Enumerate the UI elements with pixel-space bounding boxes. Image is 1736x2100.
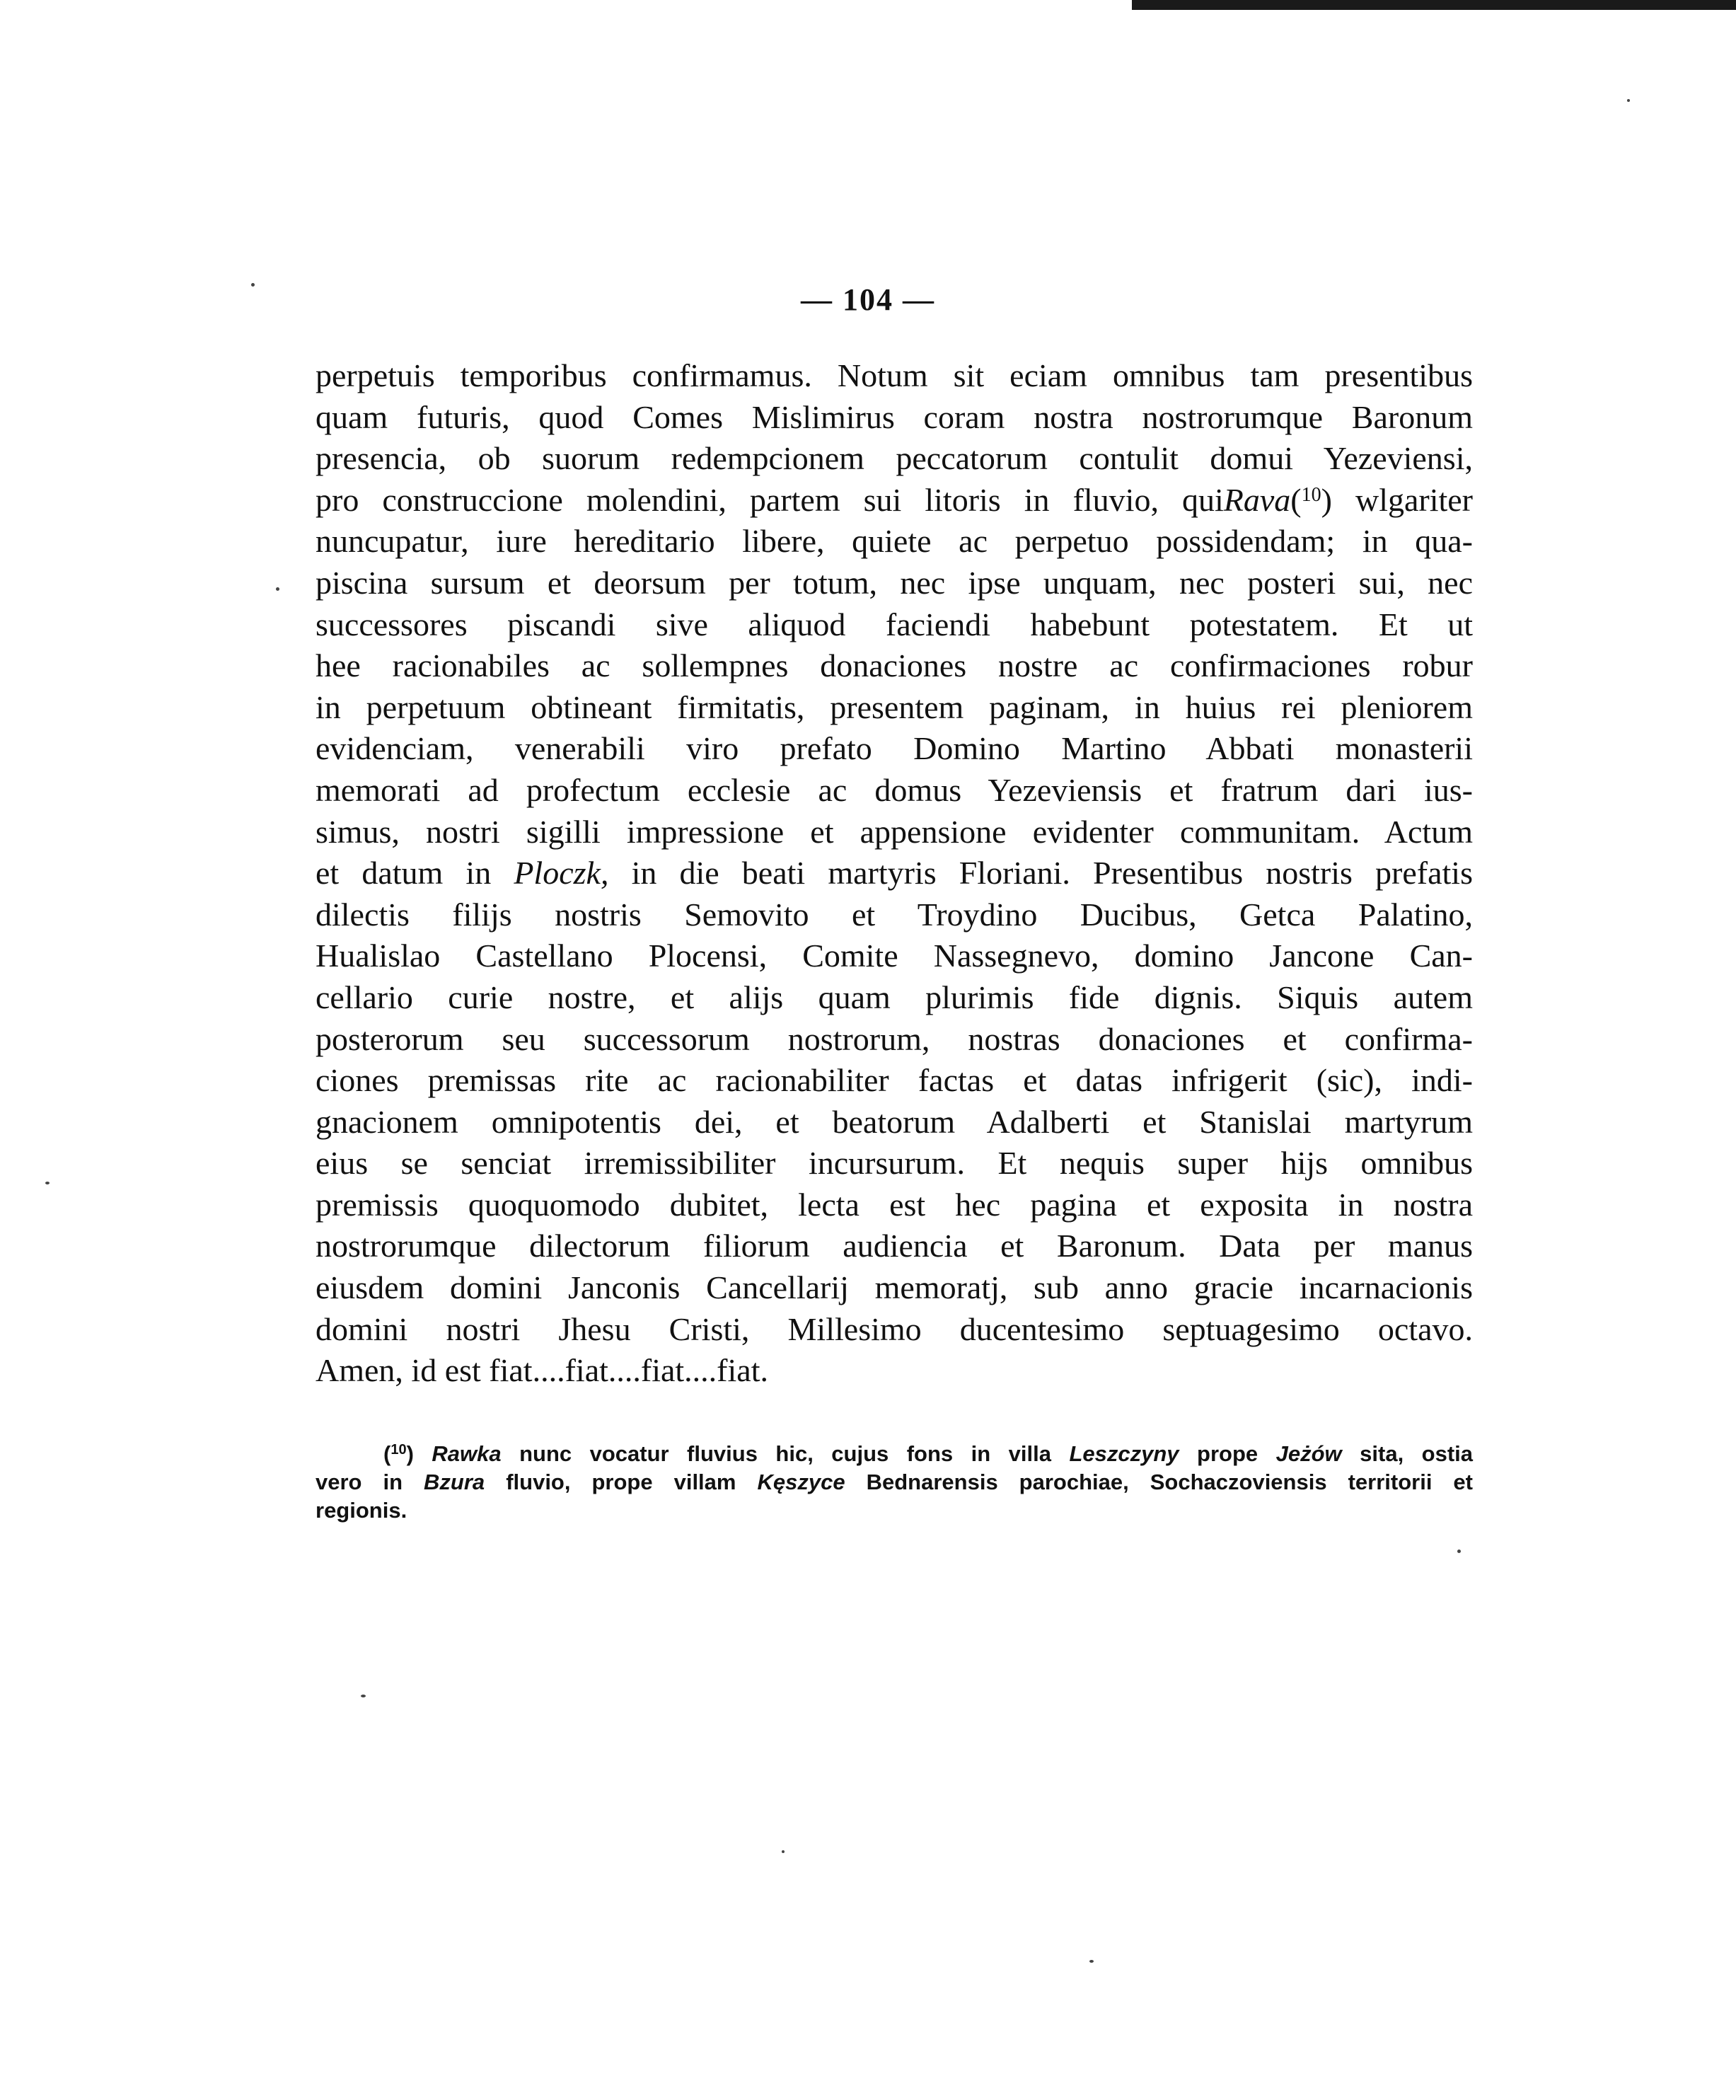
footnote-italic: Kęszyce [757,1470,845,1494]
footnote-text: Bednarensis parochiae, Sochaczoviensis territorii et [866,1470,1473,1494]
text-line: evidenciam, venerabili viro prefato Domino Martino Abbati monasterii [316,730,1473,767]
text-line: perpetuis temporibus confirmamus. Notum sit eciam omnibus tam presentibus [316,357,1473,393]
text-line: eiusdem domini Janconis Cancellarij memoratj, sub anno gracie incarnacionis [316,1269,1473,1306]
text-line: simus, nostri sigilli impressione et appensione evidenter communitam. Actum [316,813,1473,850]
text-line: dilectis filijs nostris Semovito et Troydino Ducibus, Getca Palatino, [316,896,1473,933]
footnote-line: ($^{10}$) Rawka nunc vocatur fluvius hic, cujus fons in villa Leszczyny prope Jeżów sita, ostia [383,1441,1474,1466]
text-line: gnacionem omnipotentis dei, et beatorum Adalberti et Stanislai martyrum [316,1103,1473,1140]
footnote-line [316,1468,1473,1496]
text-line: quam futuris, quod Comes Mislimirus coram nostra nostrorumque Baronum [316,398,1473,435]
text-line: successores piscandi sive aliquod faciendi habebunt potestatem. Et ut [316,606,1473,642]
text-line-part: in die beati martyris Floriani. Presentibus nostris prefatis [631,855,1473,892]
scan-edge-bar [1132,0,1736,10]
footnote-italic: Jeżów [1275,1441,1342,1466]
page-number: — 104 — [801,282,935,317]
footnote-text: sita, ostia [1360,1441,1474,1466]
text-line-part: pro construccione molendini, partem sui litoris in fluvio, qui [316,481,1224,518]
scan-speck [1089,1960,1094,1963]
text-line: in perpetuum obtineant firmitatis, presentem paginam, in huius rei pleniorem [316,688,1473,725]
text-line: eius se senciat irremissibiliter incursurum. Et nequis super hijs omnibus [316,1145,1473,1182]
footnote-italic: Bzura [424,1470,485,1494]
scan-speck [45,1182,50,1184]
text-line: memorati ad profectum ecclesie ac domus Yezeviensis et fratrum dari ius- [316,771,1473,808]
text-line: nuncupatur, iure hereditario libere, quiete ac perpetuo possidendam; in qua- [316,523,1473,560]
text-line: cellario curie nostre, et alijs quam plurimis fide dignis. Siquis autem [316,979,1473,1015]
scan-speck [1457,1550,1461,1553]
text-line: Hualislao Castellano Plocensi, Comite Nassegnevo, domino Jancone Can- [316,937,1473,974]
text-line [316,853,1473,894]
footnote-text: vero in [316,1470,403,1494]
footnote [316,1440,1473,1525]
footnote-text: prope [1197,1441,1258,1466]
scan-speck [251,283,255,287]
text-line: ciones premissas rite ac racionabiliter factas et datas infrigerit (sic), indi- [316,1062,1473,1099]
footnote-italic: Leszczyny [1069,1441,1179,1466]
footnote-marker: 10 [390,1442,407,1458]
scan-speck [361,1695,366,1697]
text-line: hee racionabiles ac sollempnes donaciones nostre ac confirmaciones robur [316,647,1473,684]
footnote-line: regionis. [316,1498,407,1523]
text-line: Amen, id est fiat....fiat....fiat....fiat. [316,1352,768,1389]
text-line: piscina sursum et deorsum per totum, nec ipse unquam, nec posteri sui, nec [316,564,1473,601]
scan-speck [1627,99,1630,102]
footnote-reference: 10 [1301,483,1321,506]
scan-speck [276,587,279,591]
main-text [316,355,1473,1392]
text-line: posterorum seu successorum nostrorum, nostras donaciones et confirma- [316,1020,1473,1057]
river-name-italic: Rava [1223,481,1291,518]
footnote-text: fluvio, prope villam [506,1470,736,1494]
text-line: domini nostri Jhesu Cristi, Millesimo ducentesimo septuagesimo octavo. [316,1310,1473,1347]
text-line-part: et datum in [316,855,492,892]
text-line-part: wlgariter [1355,481,1473,518]
scan-speck [782,1850,785,1853]
text-line: premissis quoquomodo dubitet, lecta est hec pagina et exposita in nostra [316,1186,1473,1223]
place-name-italic: Ploczk, [514,855,609,892]
footnote-text: nunc vocatur fluvius hic, cujus fons in villa [519,1441,1051,1466]
footnote-italic: Rawka [432,1441,502,1466]
text-line: pro construccione molendini, partem sui litoris in fluvio, quiRava($^{10}$) wlgariter [316,481,1473,518]
text-line: nostrorumque dilectorum filiorum audiencia et Baronum. Data per manus [316,1228,1473,1264]
text-line: presencia, ob suorum redempcionem peccatorum contulit domui Yezeviensi, [316,440,1473,477]
